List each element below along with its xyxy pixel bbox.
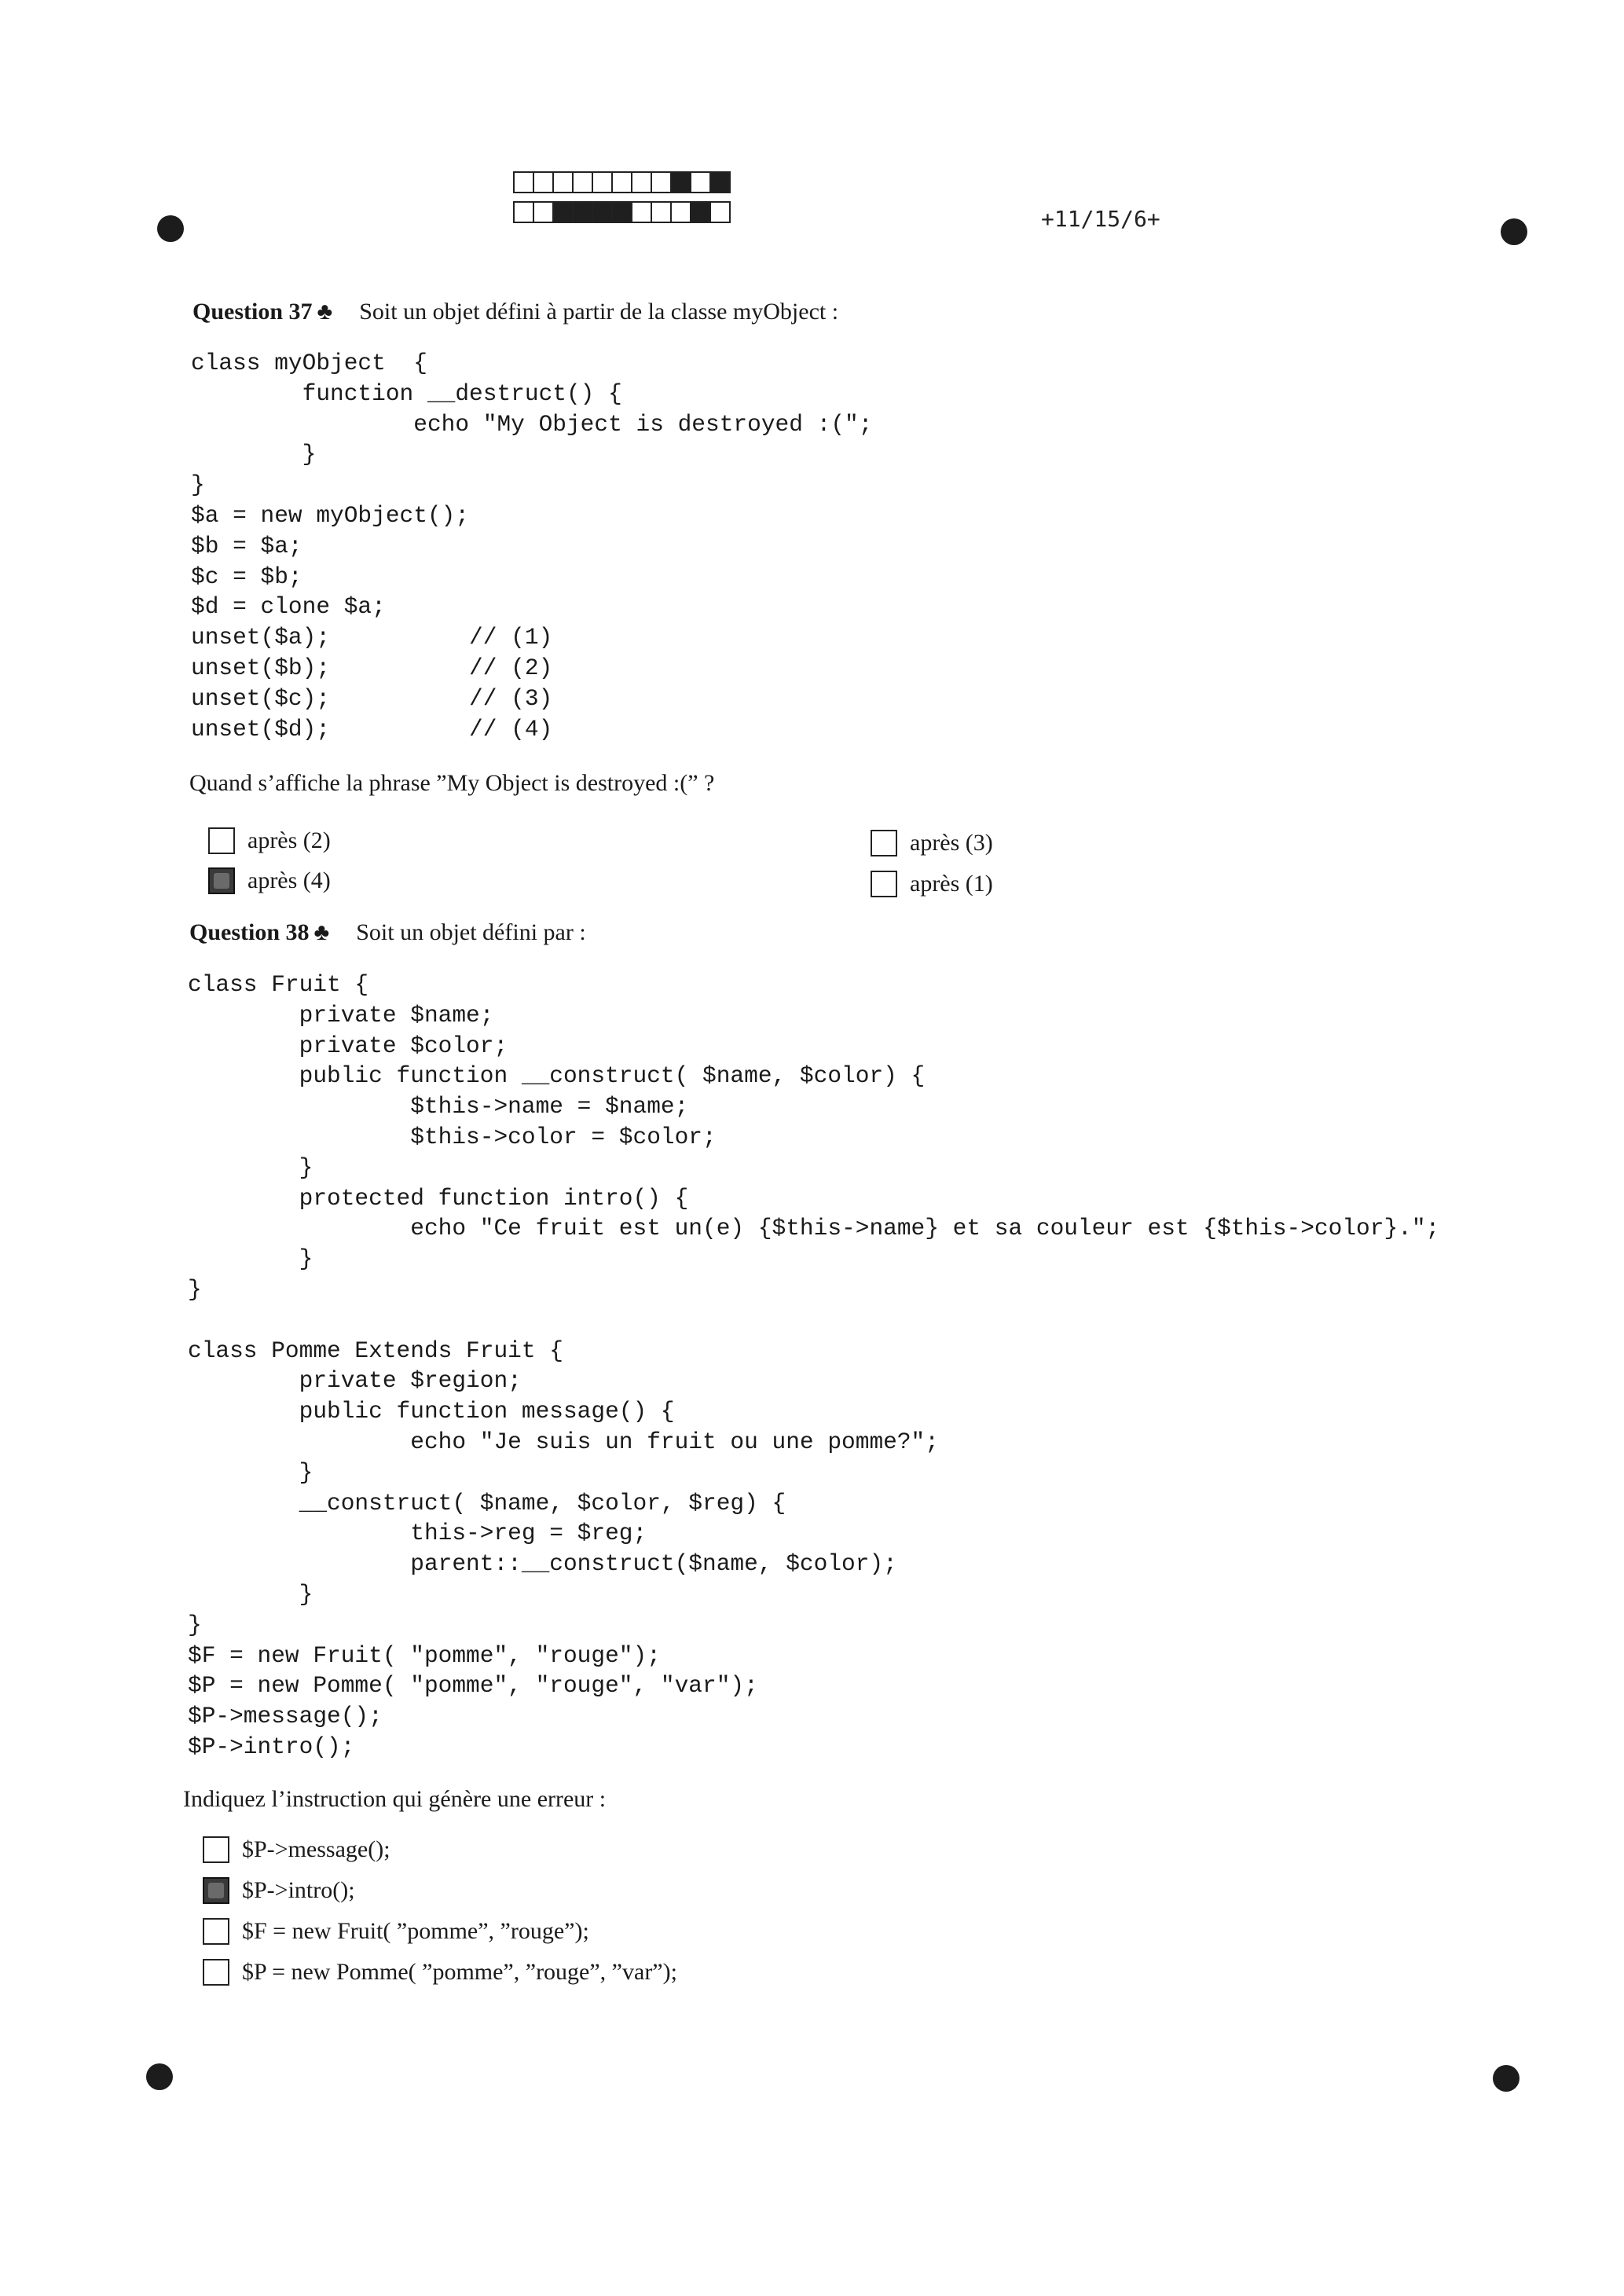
question-text: Soit un objet défini par : [356,919,586,945]
checkbox[interactable] [208,827,235,854]
q38-code-line [188,1305,1439,1336]
barcode-cell [552,201,574,223]
q37-code-line: unset($b); // (2) [191,654,553,681]
q38-option-2[interactable] [203,1877,355,1904]
question-38-code [188,970,1439,1762]
barcode-cell [709,201,731,223]
q37-code-line: unset($a); // (1) [191,624,553,651]
q38-code-line: class Fruit { [188,971,369,998]
q37-code-line: function __destruct() { [191,380,622,407]
barcode-cell [709,171,731,193]
registration-mark-bottom-left [146,2063,173,2090]
q38-code-line: } [188,1154,313,1181]
barcode-cell [651,201,672,223]
q38-code-line: $this->name = $name; [188,1093,689,1120]
q38-code-line: echo "Je suis un fruit ou une pomme?"; [188,1428,939,1455]
barcode-row-2 [515,201,731,223]
checkbox[interactable] [203,1918,229,1945]
q37-code-line: } [191,471,205,499]
option-label: $P = new Pomme( ”pomme”, ”rouge”, ”var”); [242,1959,677,1985]
q38-code-line: $this->color = $color; [188,1123,717,1150]
barcode-cell [670,201,691,223]
question-number: Question 38 [189,919,310,945]
registration-mark-top-right [1501,218,1527,245]
club-icon: ♣ [313,919,330,945]
option-label: $P->intro(); [242,1877,355,1903]
q37-code-line: class myObject { [191,350,427,376]
q37-code-line: unset($d); // (4) [191,715,553,743]
q37-option-1[interactable] [208,827,331,854]
q38-code-line: } [188,1275,202,1303]
question-37-heading [192,299,838,325]
q38-code-line: protected function intro() { [188,1184,689,1212]
q37-option-4[interactable] [871,871,993,897]
barcode-cell [611,201,632,223]
q37-code-line: } [191,441,317,468]
q38-code-line: $F = new Fruit( "pomme", "rouge"); [188,1641,661,1669]
q38-option-1[interactable] [203,1836,390,1863]
barcode-cell [572,171,593,193]
barcode-cell [690,171,711,193]
checkbox[interactable] [871,830,897,856]
barcode-cell [513,201,534,223]
checkbox[interactable] [203,1959,229,1986]
barcode-cell [552,171,574,193]
barcode-cell [670,171,691,193]
q38-code-line: this->reg = $reg; [188,1520,647,1547]
question-number: Question 37 [192,299,313,325]
registration-mark-bottom-right [1493,2065,1520,2092]
barcode-cell [631,171,652,193]
question-text: Soit un objet défini à partir de la classe myObject : [359,299,839,325]
q38-code-line: $P = new Pomme( "pomme", "rouge", "var"); [188,1672,758,1700]
q37-code-line: $a = new myObject(); [191,501,470,529]
checkbox[interactable] [203,1877,229,1904]
question-38-prompt: Indiquez l’instruction qui génère une erreur : [183,1786,607,1812]
q38-option-4[interactable] [203,1959,677,1986]
option-label: après (1) [910,871,993,897]
barcode-cell [651,171,672,193]
q38-code-line: private $name; [188,1001,494,1029]
checkbox[interactable] [208,867,235,894]
q38-code-line: private $region; [188,1367,522,1395]
barcode-row-1 [515,171,731,193]
q38-code-line: __construct( $name, $color, $reg) { [188,1489,786,1517]
page-code: +11/15/6+ [1041,206,1160,232]
registration-mark-top-left [157,215,184,242]
barcode-cell [572,201,593,223]
q38-code-line: echo "Ce fruit est un(e) {$this->name} et sa couleur est {$this->color}."; [188,1215,1440,1242]
q38-code-line: parent::__construct($name, $color); [188,1550,897,1578]
option-label: $P->message(); [242,1836,390,1862]
q37-option-2[interactable] [871,830,993,856]
barcode-cell [690,201,711,223]
q37-option-3[interactable] [208,867,331,894]
q37-code-line: $b = $a; [191,532,302,559]
question-37-prompt: Quand s’affiche la phrase ”My Object is destroyed :(” ? [189,770,715,796]
q37-code-line: unset($c); // (3) [191,684,553,712]
option-label: après (2) [247,827,331,853]
q37-code-line: echo "My Object is destroyed :("; [191,410,873,438]
barcode-cell [631,201,652,223]
q38-code-line: } [188,1580,313,1608]
q38-code-line: public function message() { [188,1398,675,1425]
checkbox[interactable] [203,1836,229,1863]
q38-code-line: $P->message(); [188,1703,383,1730]
option-label: $F = new Fruit( ”pomme”, ”rouge”); [242,1918,589,1944]
barcode-cell [592,201,613,223]
barcode-cell [592,171,613,193]
checkbox[interactable] [871,871,897,897]
q37-code-line: $d = clone $a; [191,593,386,621]
option-label: après (4) [247,867,331,893]
q38-option-3[interactable] [203,1918,589,1945]
question-38-heading [189,919,586,946]
q37-code-line: $c = $b; [191,563,302,590]
barcode-cell [513,171,534,193]
barcode-cell [611,171,632,193]
q38-code-line: } [188,1611,202,1638]
q38-code-line: public function __construct( $name, $color) { [188,1062,926,1090]
q38-code-line: class Pomme Extends Fruit { [188,1337,563,1364]
q38-code-line: } [188,1245,313,1273]
q38-code-line: $P->intro(); [188,1733,355,1760]
club-icon: ♣ [317,299,333,325]
barcode-cell [533,171,554,193]
question-37-code [191,348,872,744]
barcode-cell [533,201,554,223]
option-label: après (3) [910,830,993,856]
q38-code-line: } [188,1458,313,1486]
q38-code-line: private $color; [188,1032,508,1059]
